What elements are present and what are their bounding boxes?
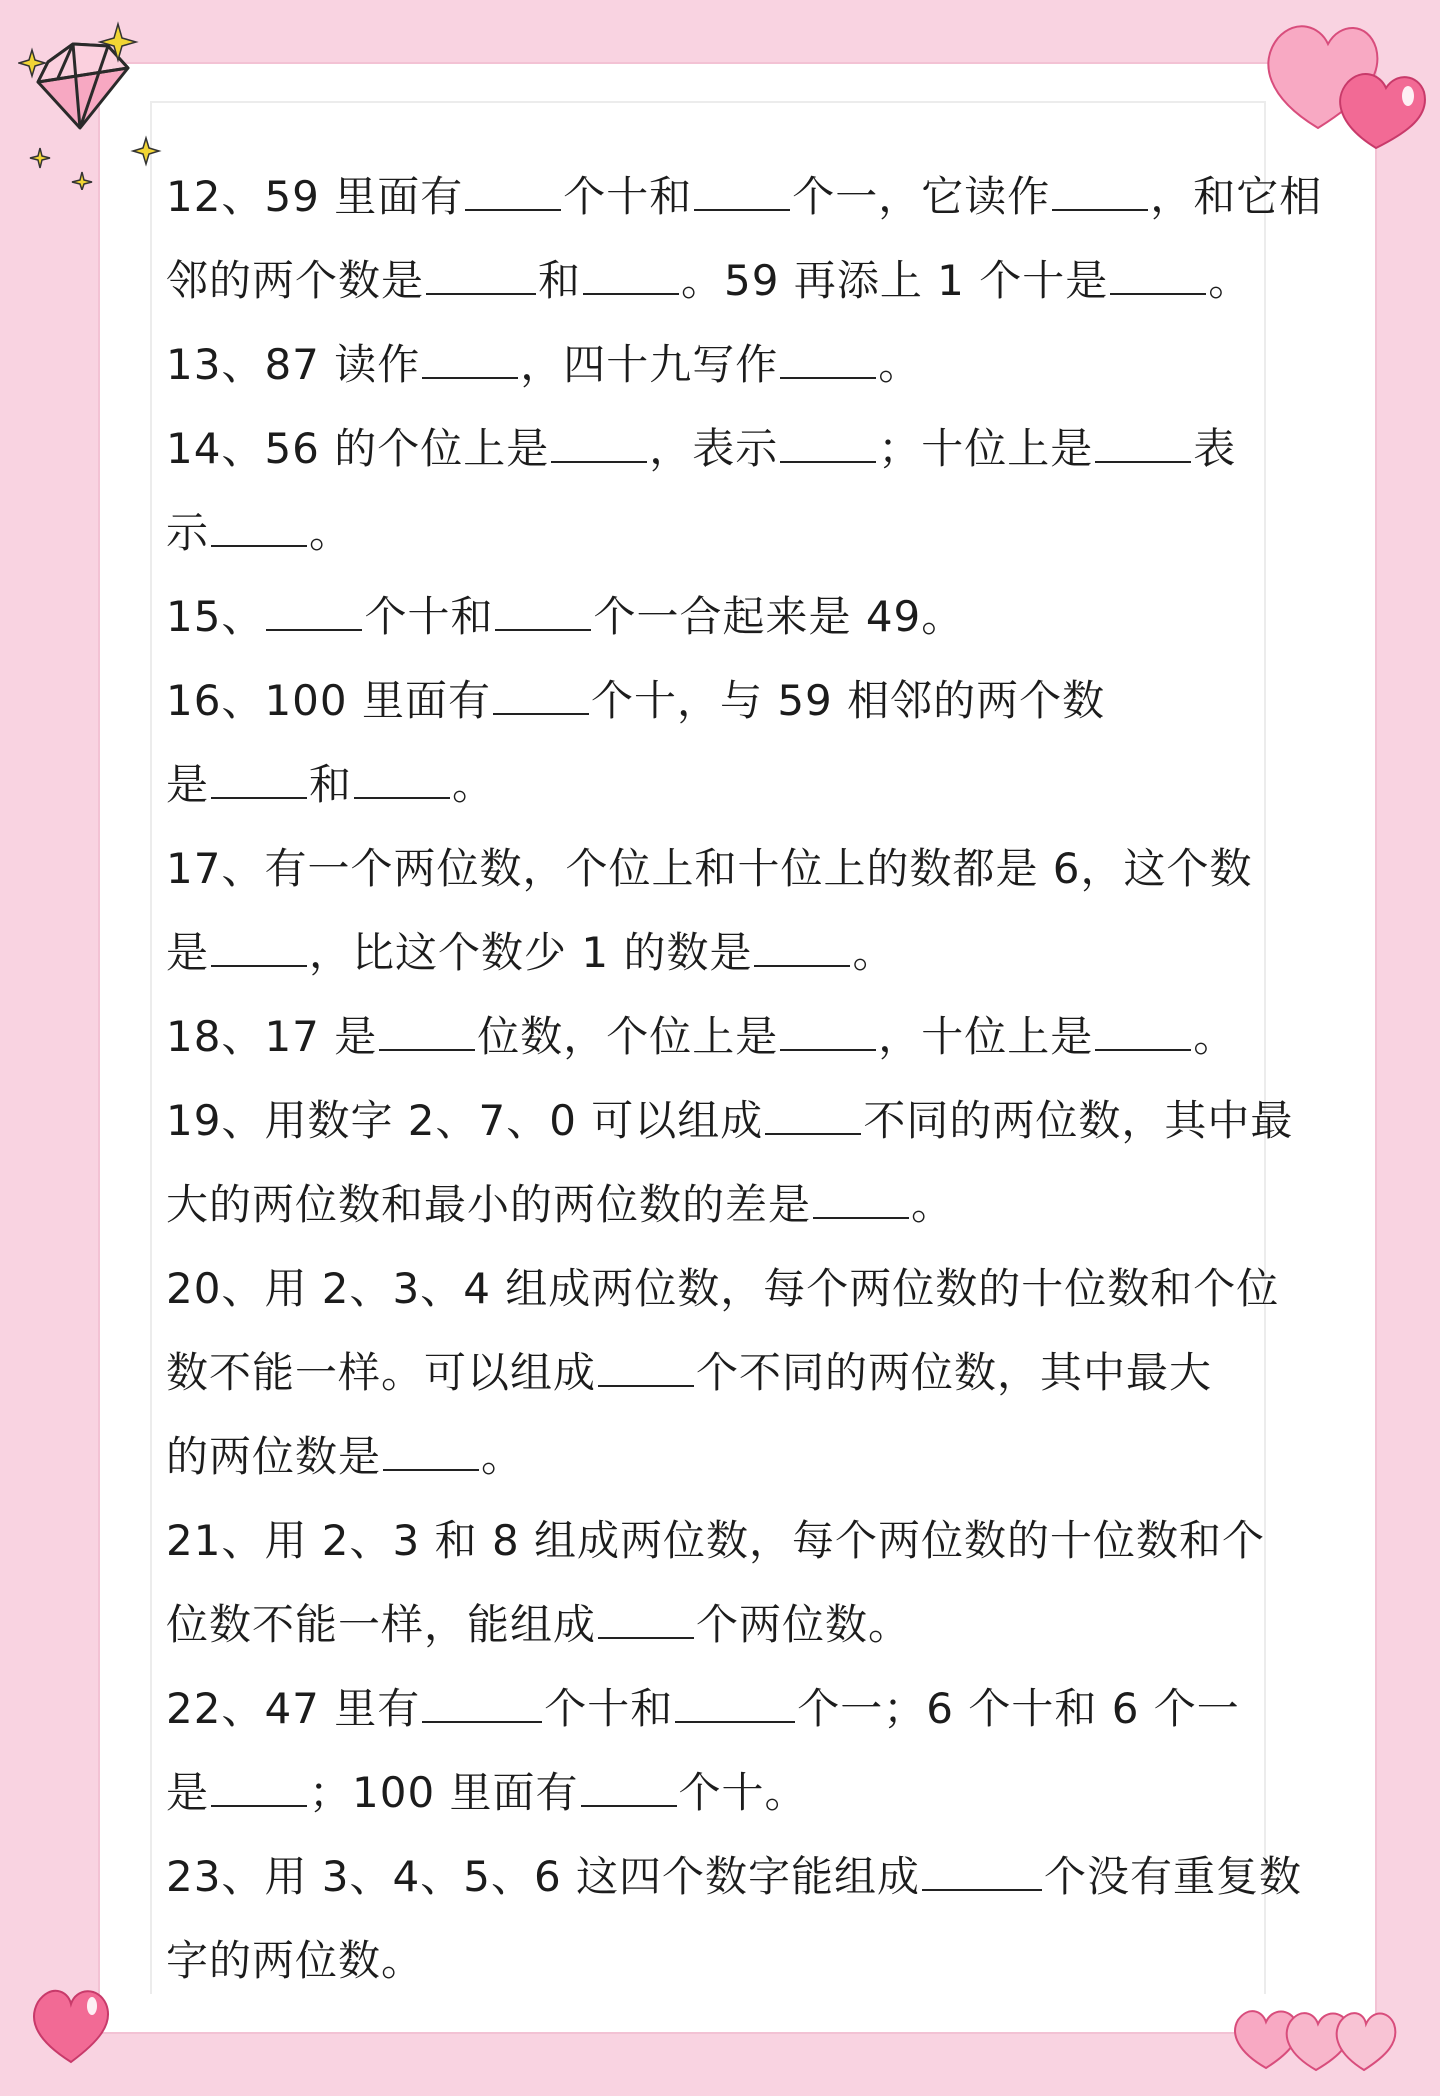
answer-blank[interactable] bbox=[493, 677, 589, 715]
answer-blank[interactable] bbox=[211, 761, 307, 799]
question-text: 数不能一样。可以组成 bbox=[166, 1348, 597, 1397]
question-text: 22、47 里有 bbox=[166, 1684, 421, 1733]
answer-blank[interactable] bbox=[754, 929, 850, 967]
heart-icon bbox=[1258, 8, 1438, 158]
answer-blank[interactable] bbox=[422, 341, 518, 379]
question-text: 。 bbox=[911, 1180, 955, 1229]
question-text: 是 bbox=[166, 1768, 210, 1817]
question-23-line-2 bbox=[166, 1919, 1296, 2003]
question-20-line-2 bbox=[166, 1331, 1296, 1415]
question-text: 17、有一个两位数，个位上和十位上的数都是 6，这个数 bbox=[166, 844, 1253, 893]
question-text: 。 bbox=[1193, 1012, 1237, 1061]
question-text: 个不同的两位数，其中最大 bbox=[696, 1348, 1213, 1397]
question-text: ，和它相 bbox=[1150, 172, 1323, 221]
question-text: 15、 bbox=[166, 592, 265, 641]
question-21-line-1 bbox=[166, 1499, 1296, 1583]
question-16-line-2 bbox=[166, 743, 1296, 827]
question-17-line-2 bbox=[166, 911, 1296, 995]
question-17-line-1 bbox=[166, 827, 1296, 911]
question-text: ；100 里面有 bbox=[309, 1768, 579, 1817]
question-13-line-1 bbox=[166, 323, 1296, 407]
answer-blank[interactable] bbox=[383, 1433, 479, 1471]
answer-blank[interactable] bbox=[813, 1181, 909, 1219]
answer-blank[interactable] bbox=[426, 257, 536, 295]
question-16-line-1 bbox=[166, 659, 1296, 743]
answer-blank[interactable] bbox=[1095, 1013, 1191, 1051]
answer-blank[interactable] bbox=[465, 173, 561, 211]
answer-blank[interactable] bbox=[422, 1685, 542, 1723]
question-text: 。 bbox=[878, 340, 922, 389]
question-text: 和 bbox=[309, 760, 353, 809]
question-text: 个两位数。 bbox=[696, 1600, 912, 1649]
answer-blank[interactable] bbox=[581, 1769, 677, 1807]
question-text: ；十位上是 bbox=[878, 424, 1094, 473]
answer-blank[interactable] bbox=[780, 341, 876, 379]
question-text: 个一，它读作 bbox=[792, 172, 1051, 221]
question-23-line-1 bbox=[166, 1835, 1303, 1919]
answer-blank[interactable] bbox=[551, 425, 647, 463]
question-19-line-2 bbox=[166, 1163, 1296, 1247]
question-12-line-2 bbox=[166, 239, 1296, 323]
question-text: 个十和 bbox=[544, 1684, 674, 1733]
question-22-line-2 bbox=[166, 1751, 1296, 1835]
question-text: 13、87 读作 bbox=[166, 340, 421, 389]
question-text: 个一合起来是 49。 bbox=[593, 592, 965, 641]
question-text: 。 bbox=[852, 928, 896, 977]
answer-blank[interactable] bbox=[495, 593, 591, 631]
answer-blank[interactable] bbox=[694, 173, 790, 211]
answer-blank[interactable] bbox=[354, 761, 450, 799]
answer-blank[interactable] bbox=[780, 425, 876, 463]
question-text: 。 bbox=[452, 760, 496, 809]
question-text: ，四十九写作 bbox=[520, 340, 779, 389]
question-19-line-1 bbox=[166, 1079, 1296, 1163]
question-text: 。 bbox=[1208, 256, 1252, 305]
question-text: 个十和 bbox=[563, 172, 693, 221]
question-14-line-1 bbox=[166, 407, 1296, 491]
question-list bbox=[166, 155, 1323, 2003]
question-18-line-1 bbox=[166, 995, 1296, 1079]
question-text: 表 bbox=[1193, 424, 1237, 473]
answer-blank[interactable] bbox=[765, 1097, 861, 1135]
answer-blank[interactable] bbox=[922, 1853, 1042, 1891]
answer-blank[interactable] bbox=[598, 1349, 694, 1387]
answer-blank[interactable] bbox=[780, 1013, 876, 1051]
question-text: 是 bbox=[166, 928, 210, 977]
question-text: ，比这个数少 1 的数是 bbox=[309, 928, 753, 977]
answer-blank[interactable] bbox=[211, 509, 307, 547]
question-12-line-1 bbox=[166, 155, 1323, 239]
question-text: 和 bbox=[538, 256, 582, 305]
question-20-line-1 bbox=[166, 1247, 1296, 1331]
answer-blank[interactable] bbox=[266, 593, 362, 631]
heart-icon bbox=[1226, 1996, 1406, 2076]
question-text: 。 bbox=[309, 508, 353, 557]
answer-blank[interactable] bbox=[675, 1685, 795, 1723]
question-20-line-3 bbox=[166, 1415, 1296, 1499]
question-text: 大的两位数和最小的两位数的差是 bbox=[166, 1180, 812, 1229]
question-text: 个没有重复数 bbox=[1044, 1852, 1303, 1901]
question-text: 示 bbox=[166, 508, 210, 557]
question-15-line-1 bbox=[166, 575, 1296, 659]
answer-blank[interactable] bbox=[379, 1013, 475, 1051]
question-text: 12、59 里面有 bbox=[166, 172, 464, 221]
question-text: 位数，个位上是 bbox=[477, 1012, 779, 1061]
answer-blank[interactable] bbox=[598, 1601, 694, 1639]
answer-blank[interactable] bbox=[211, 1769, 307, 1807]
question-text: 21、用 2、3 和 8 组成两位数，每个两位数的十位数和个 bbox=[166, 1516, 1266, 1565]
question-text: 的两位数是 bbox=[166, 1432, 382, 1481]
question-text: 是 bbox=[166, 760, 210, 809]
question-text: 不同的两位数，其中最 bbox=[863, 1096, 1294, 1145]
answer-blank[interactable] bbox=[211, 929, 307, 967]
question-text: 个一；6 个十和 6 个一 bbox=[797, 1684, 1240, 1733]
question-text: 。 bbox=[481, 1432, 525, 1481]
answer-blank[interactable] bbox=[1095, 425, 1191, 463]
question-text: 个十。 bbox=[678, 1768, 808, 1817]
question-text: 。59 再添上 1 个十是 bbox=[681, 256, 1109, 305]
question-text: 邻的两个数是 bbox=[166, 256, 425, 305]
question-text: 16、100 里面有 bbox=[166, 676, 491, 725]
question-text: 19、用数字 2、7、0 可以组成 bbox=[166, 1096, 764, 1145]
question-22-line-1 bbox=[166, 1667, 1296, 1751]
answer-blank[interactable] bbox=[1052, 173, 1148, 211]
question-text: 位数不能一样，能组成 bbox=[166, 1600, 597, 1649]
answer-blank[interactable] bbox=[583, 257, 679, 295]
question-text: 个十和 bbox=[364, 592, 494, 641]
question-text: ，表示 bbox=[649, 424, 779, 473]
question-21-line-2 bbox=[166, 1583, 1296, 1667]
sparkle-icon bbox=[18, 20, 178, 190]
question-text: ，十位上是 bbox=[878, 1012, 1094, 1061]
question-text: 字的两位数。 bbox=[166, 1936, 425, 1985]
question-text: 14、56 的个位上是 bbox=[166, 424, 550, 473]
question-14-line-2 bbox=[166, 491, 1296, 575]
answer-blank[interactable] bbox=[1110, 257, 1206, 295]
heart-icon bbox=[26, 1980, 116, 2070]
question-text: 18、17 是 bbox=[166, 1012, 378, 1061]
question-text: 个十，与 59 相邻的两个数 bbox=[590, 676, 1106, 725]
question-text: 23、用 3、4、5、6 这四个数字能组成 bbox=[166, 1852, 921, 1901]
question-text: 20、用 2、3、4 组成两位数，每个两位数的十位数和个位 bbox=[166, 1264, 1280, 1313]
